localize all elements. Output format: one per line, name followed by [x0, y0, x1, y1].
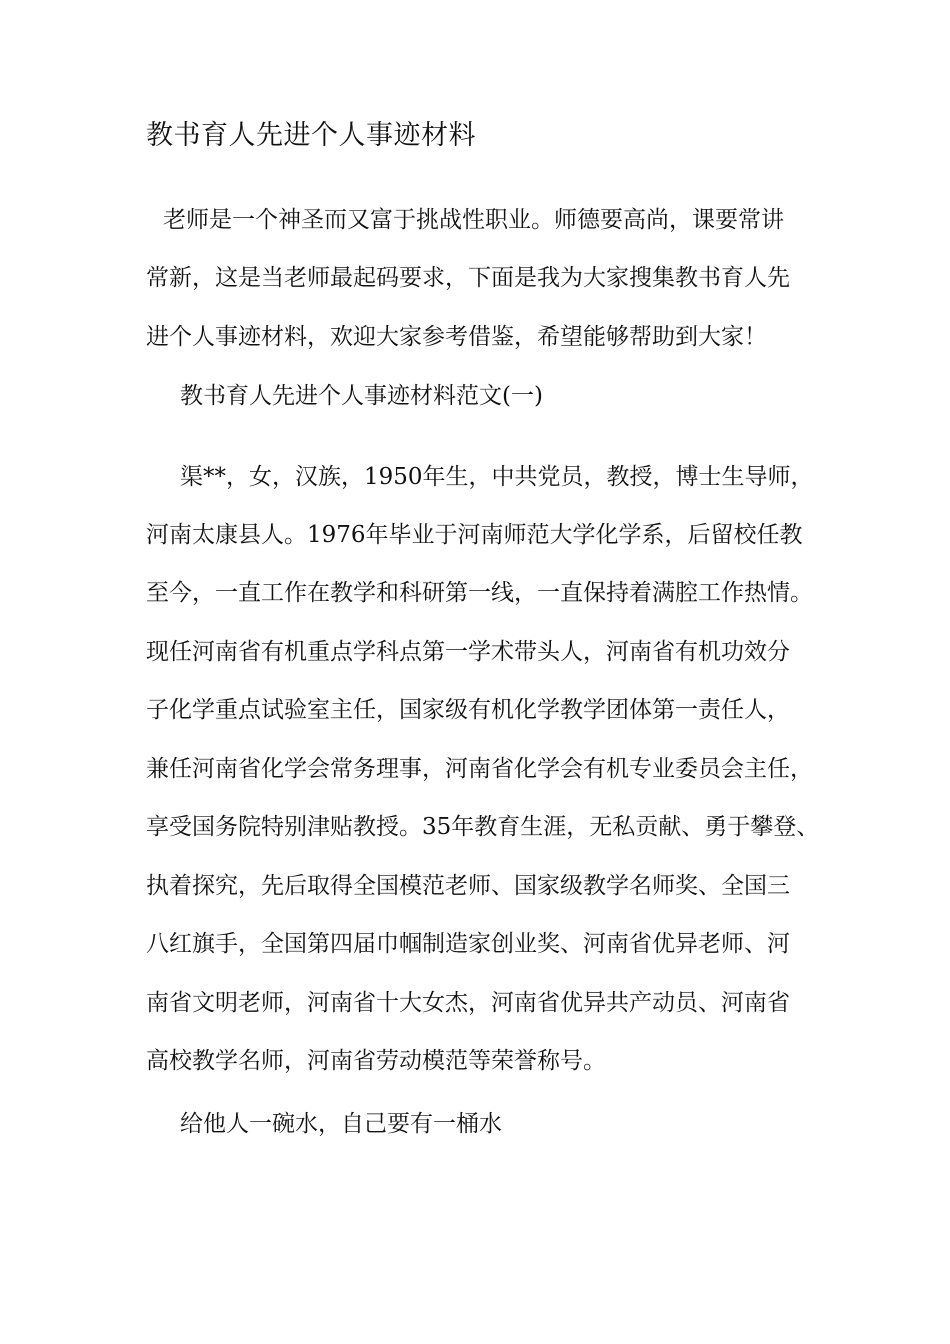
body-line-3: 至今，一直工作在教学和科研第一线，一直保持着满腔工作热情。	[146, 580, 813, 606]
body-line-2: 河南太康县人。1976年毕业于河南师范大学化学系，后留校任教	[146, 522, 803, 548]
body-line-8: 执着探究，先后取得全国模范老师、国家级教学名师奖、全国三	[146, 873, 790, 899]
body-line-9: 八红旗手，全国第四届巾帼制造家创业奖、河南省优异老师、河	[146, 931, 790, 957]
section-heading: 教书育人先进个人事迹材料范文(一)	[180, 383, 543, 409]
intro-line-3: 进个人事迹材料，欢迎大家参考借鉴，希望能够帮助到大家！	[146, 324, 767, 350]
intro-line-2: 常新，这是当老师最起码要求，下面是我为大家搜集教书育人先	[146, 265, 790, 291]
body-line-10: 南省文明老师，河南省十大女杰，河南省优异共产动员、河南省	[146, 990, 790, 1016]
body-line-11: 高校教学名师，河南省劳动模范等荣誉称号。	[146, 1048, 606, 1074]
body-line-6: 兼任河南省化学会常务理事，河南省化学会有机专业委员会主任，	[146, 756, 813, 782]
body-line-5: 子化学重点试验室主任，国家级有机化学教学团体第一责任人，	[146, 697, 790, 723]
document-title: 教书育人先进个人事迹材料	[146, 120, 476, 151]
body-line-7: 享受国务院特别津贴教授。35年教育生涯，无私贡献、勇于攀登、	[146, 814, 820, 840]
body-line-1: 渠**，女，汉族，1950年生，中共党员，教授，博士生导师，	[180, 464, 814, 490]
subheading: 给他人一碗水，自己要有一桶水	[180, 1111, 502, 1137]
body-line-4: 现任河南省有机重点学科点第一学术带头人，河南省有机功效分	[146, 639, 790, 665]
intro-line-1: 老师是一个神圣而又富于挑战性职业。师德要高尚，课要常讲	[163, 207, 784, 233]
